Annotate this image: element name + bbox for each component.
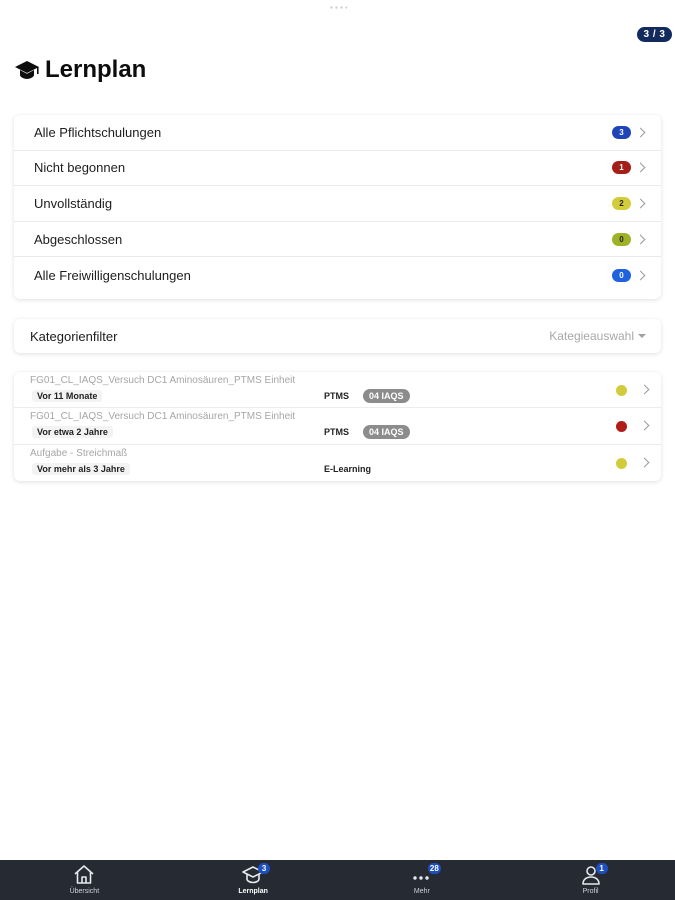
notification-badge: 3: [258, 863, 270, 874]
course-list-card: [14, 372, 661, 481]
course-title: FG01_CL_IAQS_Versuch DC1 Aminosäuren_PTMS Einheit: [30, 411, 296, 423]
course-row[interactable]: [14, 445, 661, 481]
course-row[interactable]: [14, 408, 661, 444]
course-type: E-Learning: [324, 463, 372, 474]
count-badge: 0: [612, 233, 631, 246]
status-label: Unvollständig: [34, 195, 113, 211]
course-title: FG01_CL_IAQS_Versuch DC1 Aminosäuren_PTMS Einheit: [30, 375, 296, 386]
status-row-unvollstaendig[interactable]: [14, 186, 661, 222]
status-row-abgeschlossen[interactable]: [14, 222, 661, 258]
page-title: Lernplan: [45, 56, 147, 83]
page-counter-badge: 3 / 3: [637, 27, 672, 42]
count-badge: 0: [612, 269, 631, 282]
graduation-cap-icon: [14, 57, 40, 83]
tab-profil[interactable]: [506, 860, 675, 900]
course-type: PTMS: [324, 391, 350, 401]
course-age: Vor 11 Monate: [32, 390, 102, 402]
status-label: Alle Pflichtschulungen: [34, 124, 162, 140]
status-row-pflicht[interactable]: [14, 115, 661, 151]
notification-badge: 28: [429, 864, 439, 873]
notification-badge: 1: [596, 863, 608, 874]
status-list-card: [14, 115, 661, 299]
chevron-right-icon: [636, 234, 646, 244]
tab-mehr[interactable]: [338, 860, 507, 900]
bottom-tab-bar: [0, 860, 675, 900]
status-dot: [616, 458, 627, 469]
page-header: [14, 56, 146, 84]
course-type: PTMS: [324, 427, 350, 438]
home-icon: [72, 863, 96, 887]
category-filter-card: [14, 319, 661, 353]
course-row[interactable]: [14, 372, 661, 408]
drag-handle[interactable]: [329, 6, 347, 9]
filter-label: Kategorienfilter: [30, 328, 118, 344]
tab-lernplan[interactable]: [169, 860, 338, 900]
status-row-nicht-begonnen[interactable]: [14, 151, 661, 187]
category-select[interactable]: [549, 329, 646, 343]
count-badge: 2: [612, 197, 631, 210]
status-dot: [616, 421, 627, 432]
course-age: Vor mehr als 3 Jahre: [32, 463, 130, 475]
tab-label: Mehr: [413, 888, 430, 895]
status-dot: [616, 385, 627, 396]
course-title: Aufgabe - Streichmaß: [30, 447, 128, 459]
course-tag: 04 IAQS: [363, 389, 410, 403]
tab-label: Übersicht: [69, 888, 100, 895]
category-select-value: Kategieauswahl: [549, 329, 634, 343]
status-label: Alle Freiwilligenschulungen: [34, 267, 191, 283]
course-age: Vor etwa 2 Jahre: [32, 426, 113, 438]
chevron-right-icon: [636, 127, 646, 137]
chevron-right-icon: [640, 457, 650, 467]
status-row-freiwillig[interactable]: [14, 257, 661, 293]
chevron-right-icon: [640, 421, 650, 431]
count-badge: 3: [612, 126, 631, 139]
count-badge: 1: [612, 161, 631, 174]
tab-uebersicht[interactable]: [0, 860, 169, 900]
chevron-right-icon: [636, 270, 646, 280]
tab-label: Lernplan: [238, 888, 268, 895]
status-label: Nicht begonnen: [34, 160, 126, 176]
chevron-right-icon: [636, 199, 646, 209]
chevron-right-icon: [636, 163, 646, 173]
chevron-right-icon: [640, 385, 650, 395]
course-tag: 04 IAQS: [363, 425, 410, 439]
caret-down-icon: [638, 334, 646, 338]
tab-label: Profil: [582, 888, 599, 895]
status-label: Abgeschlossen: [34, 231, 123, 247]
